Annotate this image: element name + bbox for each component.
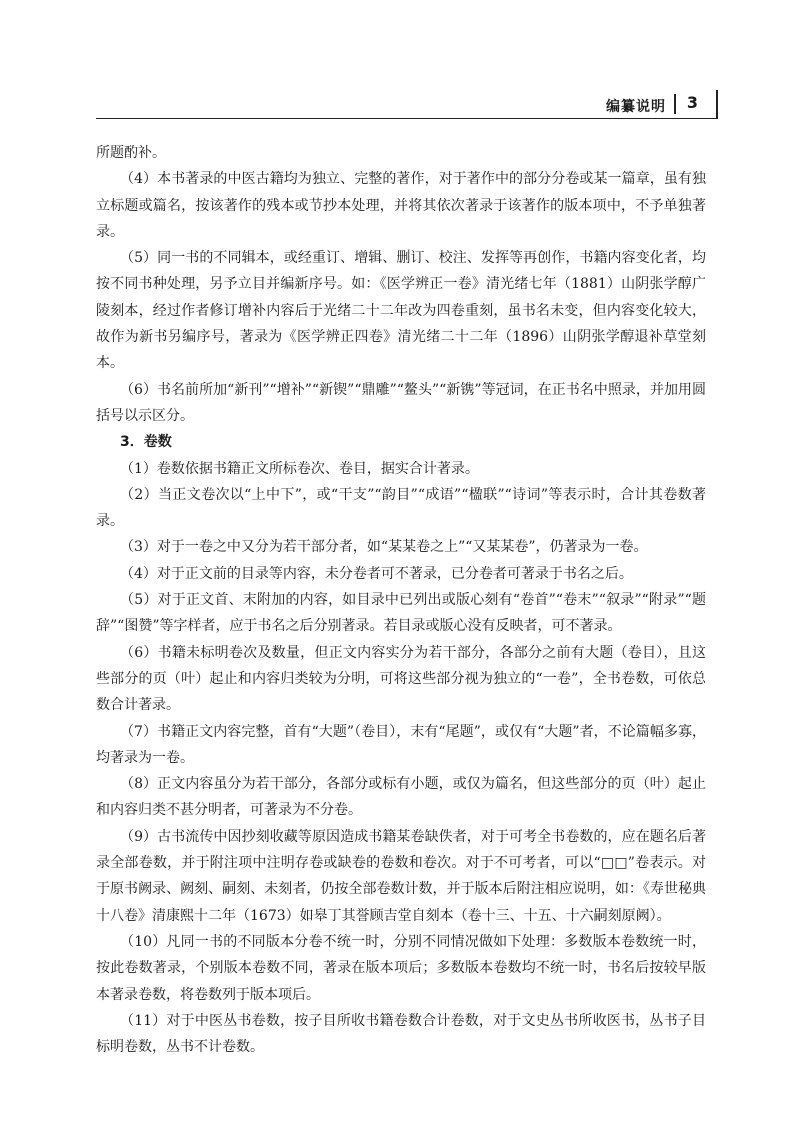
paragraph: （11）对于中医丛书卷数，按子目所收书籍卷数合计卷数，对于文史丛书所收医书，丛书子目标明卷数，丛书不计卷数。: [96, 1012, 706, 1056]
paragraph: （10）凡同一书的不同版本分卷不统一时，分别不同情况做如下处理：多数版本卷数统一时，按此卷数著录，个别版本卷数不同，著录在版本项后；多数版本卷数均不统一时，书名后按较早版本著录卷数，将卷数列于版本项后。: [96, 933, 706, 1003]
paragraph: （8）正文内容虽分为若干部分，各部分或标有小题，或仅为篇名，但这些部分的页（叶）起止和内容归类不甚分明者，可著录为不分卷。: [96, 776, 706, 819]
paragraph: （9）古书流传中因抄刻收藏等原因造成书籍某卷缺佚者，对于可考全书卷数的，应在题名后著录全部卷数，并于附注项中注明存卷或缺卷的卷数和卷次。对于不可考者，可以“□□”卷表示。对于原书阙录、阙刻、嗣刻、未刻者，仍按全部卷数计数，并于版本后附注相应说明，如：《寿世秘典十八卷》清康熙十二年（1673）如皋丁其誉顾吉堂自刻本（卷十三、十五、十六嗣刻原阙）。: [96, 828, 706, 924]
paragraph: （6）书籍未标明卷次及数量，但正文内容实分为若干部分，各部分之前有大题（卷目），且这些部分的页（叶）起止和内容归类较为分明，可将这些部分视为独立的“一卷”，全书卷数，可依总数合计著录。: [96, 644, 706, 714]
paragraph: （4）对于正文前的目录等内容，未分卷者可不著录，已分卷者可著录于书名之后。: [120, 565, 633, 582]
running-header: [96, 92, 706, 120]
paragraph: （4）本书著录的中医古籍均为独立、完整的著作，对于著作中的部分分卷或某一篇章，虽有独立标题或篇名，按该著作的残本或节抄本处理，并将其依次著录于该著作的版本项中，不予单独著录。: [96, 171, 706, 240]
paragraph: （7）书籍正文内容完整，首有“大题”（卷目），末有“尾题”，或仅有“大题”者，不论篇幅多寡，均著录为一卷。: [96, 723, 706, 766]
paragraph: （5）对于正文首、末附加的内容，如目录中已列出或版心刻有“卷首”“卷末”“叙录”“附录”“题辞”“图赞”等字样者，应于书名之后分别著录。若目录或版心没有反映者，可不著录。: [96, 592, 706, 635]
paragraph: （2）当正文卷次以“上中下”，或“干支”“韵目”“成语”“楹联”“诗词”等表示时，合计其卷数著录。: [96, 486, 706, 530]
header-rule: [96, 118, 718, 119]
paragraph: （3）对于一卷之中又分为若干部分者，如“某某卷之上”“又某某卷”，仍著录为一卷。: [120, 539, 648, 556]
paragraph: （6）书名前所加“新刊”“增补”“新锲”“鼎雕”“鳌头”“新镌”等冠词，在正书名中照录，并加用圆括号以示区分。: [96, 381, 706, 424]
body-text: [96, 140, 706, 1060]
section-heading: 3．卷数: [120, 434, 172, 451]
header-title: 编纂说明: [606, 99, 666, 115]
header-edge-mark: [716, 90, 718, 118]
paragraph: （1）卷数依据书籍正文所标卷次、卷目，据实合计著录。: [120, 460, 479, 477]
paragraph: （5）同一书的不同辑本，或经重订、增辑、删订、校注、发挥等再创作，书籍内容变化者，均按不同书种处理，另予立目并编新序号。如：《医学辨正一卷》清光绪七年（1881）山阴张学醇广陵刻本，经过作者修订增补内容后于光绪二十二年改为四卷重刻，虽书名未变，但内容变化较大，故作为新书另编序号，著录为《医学辨正四卷》清光绪二十二年（1896）山阴张学醇退补草堂刻本。: [96, 250, 706, 372]
paragraph: 所题酌补。: [96, 145, 166, 161]
header-divider: [674, 94, 676, 114]
page-number: 3: [686, 93, 698, 112]
